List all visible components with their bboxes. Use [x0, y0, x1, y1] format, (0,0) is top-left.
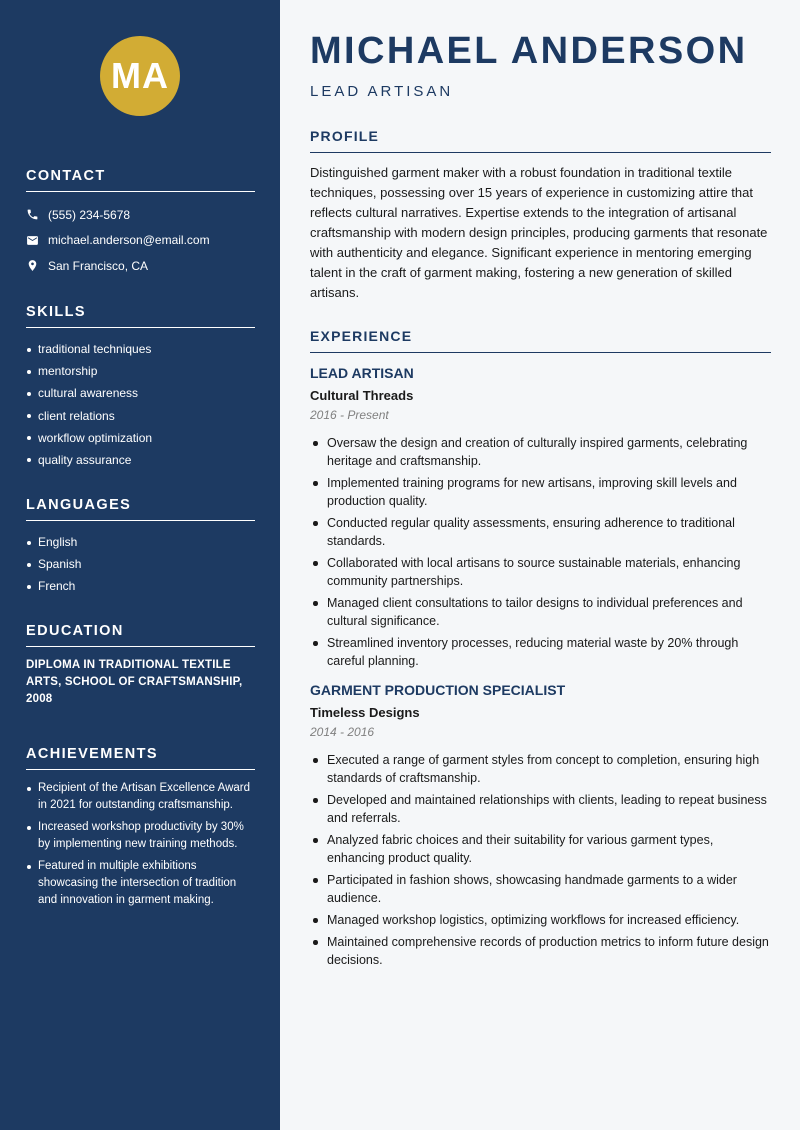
skills-section — [26, 304, 255, 471]
job-bullet: Implemented training programs for new artisans, improving skill levels and production quality. — [310, 474, 771, 510]
location-text: San Francisco, CA — [48, 258, 149, 273]
job-entry — [310, 365, 771, 670]
language-item: English — [26, 531, 255, 553]
experience-heading: EXPERIENCE — [310, 328, 771, 353]
profile-section — [310, 128, 771, 303]
contact-section — [26, 168, 255, 279]
company-name-text: Cultural Threads — [310, 388, 414, 403]
skill-item: workflow optimization — [26, 427, 255, 449]
achievements-section — [26, 746, 255, 914]
sidebar — [0, 0, 280, 1130]
languages-heading: LANGUAGES — [26, 497, 255, 521]
mail-icon — [26, 234, 39, 247]
education-entry: DIPLOMA IN TRADITIONAL TEXTILE ARTS, SCHOOL OF CRAFTSMANSHIP, 2008 — [26, 659, 243, 705]
company-name — [310, 388, 771, 403]
skills-list — [26, 338, 255, 471]
achievements-heading: ACHIEVEMENTS — [26, 746, 255, 770]
skill-item: client relations — [26, 405, 255, 427]
skill-item: traditional techniques — [26, 338, 255, 360]
language-item: French — [26, 575, 255, 597]
job-bullet: Maintained comprehensive records of production metrics to inform future design decisions. — [310, 933, 771, 969]
job-bullet: Conducted regular quality assessments, ensuring adherence to traditional standards. — [310, 514, 771, 550]
job-bullet: Collaborated with local artisans to source sustainable materials, enhancing community partnerships. — [310, 554, 771, 590]
phone-text: (555) 234-5678 — [48, 207, 131, 222]
experience-section — [310, 328, 771, 973]
education-section — [26, 623, 255, 708]
skill-item: mentorship — [26, 360, 255, 382]
main-content — [280, 0, 800, 1130]
language-item: Spanish — [26, 553, 255, 575]
job-title: GARMENT PRODUCTION SPECIALIST — [310, 682, 566, 698]
email-text: michael.anderson@email.com — [48, 233, 210, 248]
skill-item: cultural awareness — [26, 382, 255, 404]
achievements-list — [26, 780, 255, 909]
job-title: LEAD ARTISAN — [310, 365, 414, 381]
person-role: LEAD ARTISAN — [310, 83, 454, 100]
languages-list — [26, 531, 255, 598]
phone-icon — [26, 208, 39, 221]
skill-item: quality assurance — [26, 449, 255, 471]
contact-phone — [26, 202, 255, 228]
languages-section — [26, 497, 255, 598]
job-bullet: Analyzed fabric choices and their suitability for various garment types, enhancing product quality. — [310, 831, 771, 867]
job-bullet: Managed workshop logistics, optimizing workflows for increased efficiency. — [310, 911, 771, 929]
achievement-item: Increased workshop productivity by 30% by implementing new training methods. — [26, 819, 255, 853]
job-bullet: Participated in fashion shows, showcasing handmade garments to a wider audience. — [310, 871, 771, 907]
company-name — [310, 705, 771, 720]
skills-heading: SKILLS — [26, 304, 255, 328]
person-name: MICHAEL ANDERSON — [310, 30, 748, 72]
avatar: MA — [100, 36, 180, 116]
job-bullet: Developed and maintained relationships with clients, leading to repeat business and referrals. — [310, 791, 771, 827]
job-bullet: Streamlined inventory processes, reducing material waste by 20% through careful planning. — [310, 634, 771, 670]
education-heading: EDUCATION — [26, 623, 255, 647]
job-bullet: Executed a range of garment styles from concept to completion, ensuring high standards of craftsmanship. — [310, 751, 771, 787]
job-bullets — [310, 434, 771, 670]
contact-email — [26, 228, 255, 254]
achievement-item: Featured in multiple exhibitions showcasing the intersection of tradition and innovation in garment making. — [26, 858, 255, 909]
achievement-item: Recipient of the Artisan Excellence Award in 2021 for outstanding craftsmanship. — [26, 780, 255, 814]
job-bullet: Managed client consultations to tailor designs to individual preferences and cultural significance. — [310, 594, 771, 630]
job-bullet: Oversaw the design and creation of culturally inspired garments, celebrating heritage and craftsmanship. — [310, 434, 771, 470]
job-dates: 2014 - 2016 — [310, 725, 375, 739]
map-pin-icon — [26, 259, 39, 272]
job-bullets — [310, 751, 771, 969]
profile-text: Distinguished garment maker with a robust foundation in traditional textile techniques, possessing over 15 years of experience in customizing attire that reflects cultural narratives. Expertise extends to the integration of artisanal craftsmanship with modern design principles, producing garments that resonate with authenticity and elegance. Significant experience in mentoring emerging talent in the craft of garment making, fostering a new generation of skilled artisans. — [310, 165, 768, 300]
company-name-text: Timeless Designs — [310, 705, 420, 720]
job-entry — [310, 682, 771, 969]
job-dates: 2016 - Present — [310, 408, 389, 422]
contact-heading: CONTACT — [26, 168, 255, 192]
contact-location — [26, 253, 255, 279]
profile-heading: PROFILE — [310, 128, 771, 153]
